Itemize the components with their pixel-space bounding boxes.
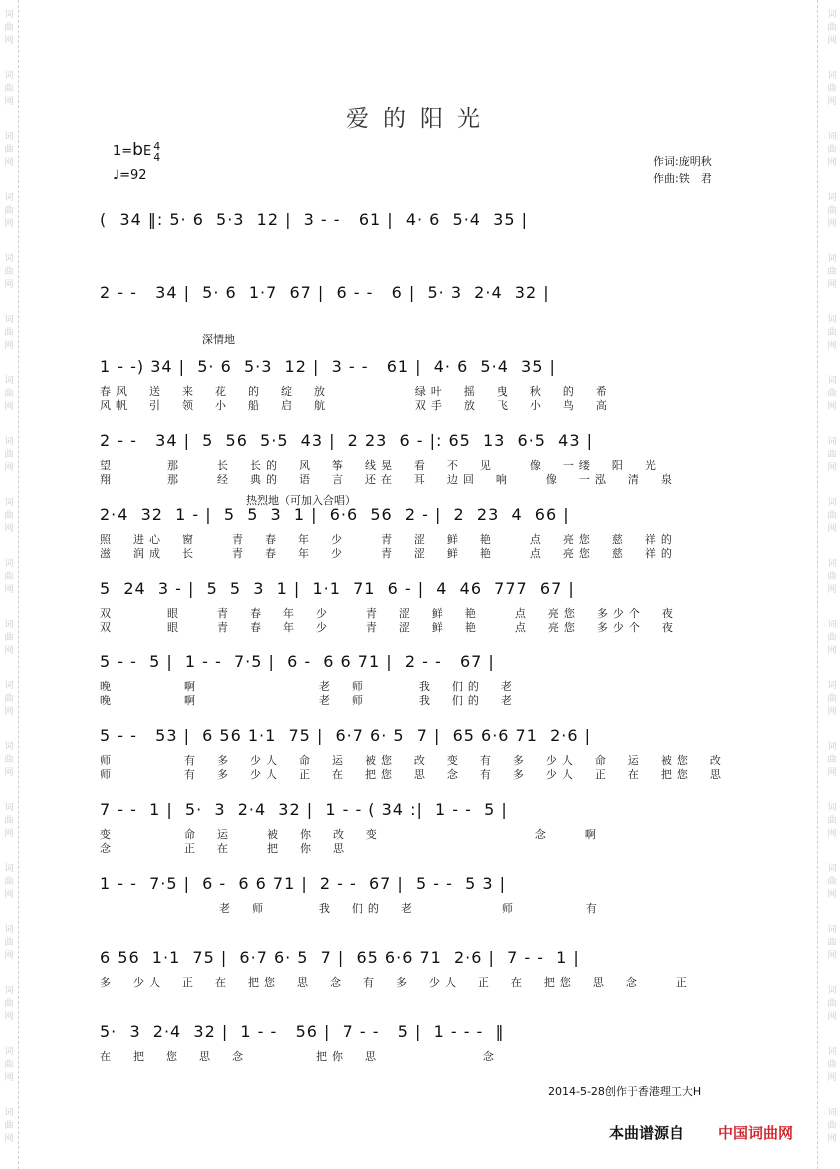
watermark-char: 网 — [4, 36, 14, 46]
watermark-char: 词 — [827, 620, 837, 630]
watermark-char: 词 — [4, 437, 14, 447]
source-site: 中国词曲网 — [718, 1124, 794, 1142]
watermark-char: 曲 — [4, 999, 14, 1009]
watermark-char: 网 — [4, 646, 14, 656]
watermark-char: 网 — [827, 829, 837, 839]
watermark-char: 网 — [827, 524, 837, 534]
score-line-4 — [100, 431, 760, 453]
watermark-char: 曲 — [827, 1060, 837, 1070]
lyrics-line-4-verse-1: 望 那 长 长的 风 筝 线晃 看 不 见 像 一缕 阳 光 — [100, 459, 661, 472]
watermark-char: 词 — [827, 803, 837, 813]
watermark-char: 网 — [827, 158, 837, 168]
watermark-char: 词 — [4, 71, 14, 81]
watermark-char: 网 — [4, 768, 14, 778]
watermark-char: 曲 — [827, 389, 837, 399]
watermark-char: 词 — [827, 864, 837, 874]
expression-warm: 热烈地（可加入合唱） — [246, 494, 356, 507]
lyrics-line-9-verse-1: 变 命 运 被 你 改 变 念 啊 — [100, 828, 601, 841]
watermark-char: 曲 — [4, 328, 14, 338]
time-den: 4 — [153, 150, 161, 164]
watermark-char: 网 — [827, 707, 837, 717]
score-line-8 — [100, 726, 760, 748]
watermark-char: 网 — [4, 97, 14, 107]
watermark-char: 词 — [4, 559, 14, 569]
watermark-char: 网 — [4, 219, 14, 229]
watermark-char: 网 — [4, 463, 14, 473]
notation: 5 - - 5 | 1 - - 7·5 | 6 - 6 6 71 | 2 - - 67 | — [100, 652, 495, 671]
lyrics-line-5-verse-2: 滋 润成 长 青 春 年 少 青 涩 鲜 艳 点 亮您 慈 祥的 — [100, 547, 677, 560]
score-line-7 — [100, 652, 760, 674]
watermark-char: 网 — [4, 402, 14, 412]
watermark-char: 词 — [4, 498, 14, 508]
watermark-char: 网 — [827, 219, 837, 229]
watermark-char: 词 — [827, 1047, 837, 1057]
watermark-char: 网 — [827, 1134, 837, 1144]
watermark-char: 曲 — [827, 267, 837, 277]
watermark-char: 曲 — [827, 84, 837, 94]
key-tonic: E — [142, 144, 152, 159]
notation: 5· 3 2·4 32 | 1 - - 56 | 7 - - 5 | 1 - - - ‖ — [100, 1022, 505, 1041]
watermark-char: 网 — [827, 951, 837, 961]
watermark-char: 词 — [4, 864, 14, 874]
watermark-char: 网 — [827, 646, 837, 656]
watermark-char: 曲 — [4, 1121, 14, 1131]
watermark-char: 词 — [4, 193, 14, 203]
source-label: 本曲谱源自 — [609, 1124, 685, 1142]
watermark-char: 词 — [827, 1108, 837, 1118]
watermark-char: 网 — [4, 951, 14, 961]
watermark-char: 词 — [4, 681, 14, 691]
watermark-char: 网 — [4, 524, 14, 534]
watermark-char: 曲 — [827, 511, 837, 521]
score-line-6 — [100, 579, 760, 601]
watermark-char: 词 — [827, 132, 837, 142]
score-line-9 — [100, 800, 760, 822]
watermark-char: 网 — [4, 1012, 14, 1022]
watermark-char: 网 — [4, 280, 14, 290]
watermark-char: 曲 — [827, 877, 837, 887]
notation: 2 - - 34 | 5 56 5·5 43 | 2 23 6 - |: 65 13 6·5 43 | — [100, 431, 593, 450]
watermark-char: 网 — [827, 97, 837, 107]
notation: 1 - - 7·5 | 6 - 6 6 71 | 2 - - 67 | 5 - - 5 3 | — [100, 874, 506, 893]
watermark-char: 词 — [4, 1047, 14, 1057]
watermark-char: 网 — [827, 585, 837, 595]
watermark-char: 网 — [4, 829, 14, 839]
watermark-char: 网 — [4, 890, 14, 900]
watermark-char: 网 — [4, 158, 14, 168]
watermark-char: 词 — [827, 437, 837, 447]
notation: 1 - -) 34 | 5· 6 5·3 12 | 3 - - 61 | 4· 6 5·4 35 | — [100, 357, 556, 376]
watermark-char: 网 — [4, 341, 14, 351]
watermark-char: 词 — [4, 620, 14, 630]
watermark-char: 网 — [827, 402, 837, 412]
watermark-char: 曲 — [827, 206, 837, 216]
song-title: 爱的阳光 — [346, 106, 494, 132]
lyrics-line-9-verse-2: 念 正 在 把 你 思 — [100, 842, 587, 855]
watermark-char: 曲 — [4, 23, 14, 33]
watermark-char: 词 — [827, 559, 837, 569]
watermark-char: 网 — [827, 463, 837, 473]
watermark-char: 词 — [827, 681, 837, 691]
notation: 5 - - 53 | 6 56 1·1 75 | 6·7 6· 5 7 | 65 6·6 71 2·6 | — [100, 726, 591, 745]
watermark-char: 词 — [4, 132, 14, 142]
notation: 6 56 1·1 75 | 6·7 6· 5 7 | 65 6·6 71 2·6 | 7 - - 1 | — [100, 948, 580, 967]
watermark-char: 曲 — [827, 1121, 837, 1131]
lyrics-line-3-verse-1: 春风 送 来 花 的 绽 放 绿叶 摇 曳 秋 的 希 — [100, 385, 612, 398]
watermark-char: 曲 — [827, 938, 837, 948]
watermark-char: 曲 — [4, 84, 14, 94]
score-line-10 — [100, 874, 760, 896]
watermark-char: 词 — [827, 376, 837, 386]
watermark-char: 词 — [827, 10, 837, 20]
watermark-char: 网 — [827, 341, 837, 351]
watermark-char: 网 — [4, 707, 14, 717]
creation-note: 2014-5-28创作于香港理工大H — [548, 1085, 702, 1098]
lyrics-line-6-verse-1: 双 眼 青 春 年 少 青 涩 鲜 艳 点 亮您 多少个 夜 — [100, 607, 678, 620]
watermark-char: 曲 — [4, 206, 14, 216]
time-num: 4 — [153, 139, 161, 153]
lyrics-line-12-verse-1: 在 把 您 思 念 把你 思 念 — [100, 1050, 499, 1063]
watermark-char: 网 — [4, 1134, 14, 1144]
watermark-char: 曲 — [4, 938, 14, 948]
watermark-char: 曲 — [4, 633, 14, 643]
score-line-11 — [100, 948, 760, 970]
watermark-char: 词 — [827, 986, 837, 996]
lyrics-line-7-verse-2: 晚 啊 老 师 我 们的 老 — [100, 694, 517, 707]
score-line-5 — [100, 505, 760, 527]
lyrics-line-8-verse-1: 师 有 多 少人 命 运 被您 改 变 有 多 少人 命 运 被您 改 — [100, 754, 726, 767]
watermark-char: 词 — [827, 925, 837, 935]
lyrics-line-4-verse-2: 翔 那 经 典的 语 言 还在 耳 边回 响 像 一泓 清 泉 — [100, 473, 677, 486]
watermark-char: 词 — [4, 315, 14, 325]
watermark-char: 曲 — [4, 145, 14, 155]
watermark-char: 词 — [827, 742, 837, 752]
watermark-char: 曲 — [827, 633, 837, 643]
flat-sign: b — [132, 140, 143, 160]
watermark-char: 曲 — [4, 1060, 14, 1070]
watermark-char: 曲 — [827, 694, 837, 704]
notation: 5 24 3 - | 5 5 3 1 | 1·1 71 6 - | 4 46 777 67 | — [100, 579, 575, 598]
watermark-char: 网 — [4, 1073, 14, 1083]
watermark-char: 词 — [4, 376, 14, 386]
watermark-char: 词 — [827, 498, 837, 508]
time-signature — [153, 141, 160, 163]
watermark-char: 词 — [4, 10, 14, 20]
watermark-char: 曲 — [4, 694, 14, 704]
watermark-char: 词 — [827, 254, 837, 264]
score-line-2 — [100, 283, 760, 305]
quarter-note-icon: ♩ — [113, 168, 120, 183]
watermark-char: 词 — [827, 193, 837, 203]
watermark-char: 网 — [827, 36, 837, 46]
notation: 2 - - 34 | 5· 6 1·7 67 | 6 - - 6 | 5· 3 2·4 32 | — [100, 283, 550, 302]
watermark-char: 词 — [4, 986, 14, 996]
watermark-char: 曲 — [827, 999, 837, 1009]
lyrics-line-10-verse-1: 老 师 我 们的 老 师 有 — [100, 902, 602, 915]
expression-deep: 深情地 — [202, 333, 235, 346]
watermark-char: 词 — [4, 925, 14, 935]
watermark-char: 曲 — [4, 572, 14, 582]
watermark-char: 曲 — [827, 328, 837, 338]
notation: 7 - - 1 | 5· 3 2·4 32 | 1 - - ( 34 :| 1 - - 5 | — [100, 800, 508, 819]
watermark-char: 曲 — [4, 511, 14, 521]
watermark-char: 词 — [827, 71, 837, 81]
watermark-char: 曲 — [827, 145, 837, 155]
watermark-char: 曲 — [827, 755, 837, 765]
watermark-char: 网 — [827, 280, 837, 290]
watermark-char: 曲 — [827, 23, 837, 33]
lyrics-line-3-verse-2: 风帆 引 领 小 船 启 航 双手 放 飞 小 鸟 高 — [100, 399, 612, 412]
watermark-char: 网 — [827, 1073, 837, 1083]
watermark-char: 曲 — [4, 267, 14, 277]
watermark-char: 词 — [4, 1108, 14, 1118]
key-prefix: 1= — [113, 144, 133, 159]
watermark-char: 网 — [4, 585, 14, 595]
score-line-1 — [100, 210, 760, 232]
watermark-char: 曲 — [4, 450, 14, 460]
lyrics-line-6-verse-2: 双 眼 青 春 年 少 青 涩 鲜 艳 点 亮您 多少个 夜 — [100, 621, 678, 634]
tempo-value: =92 — [119, 168, 147, 183]
tempo-mark — [113, 168, 147, 183]
lyricist-credit: 作词:庞明秋 — [653, 155, 712, 168]
watermark-char: 词 — [4, 742, 14, 752]
watermark-char: 网 — [827, 1012, 837, 1022]
watermark-char: 词 — [4, 803, 14, 813]
score-line-12 — [100, 1022, 760, 1044]
watermark-char: 网 — [827, 768, 837, 778]
watermark-char: 曲 — [827, 572, 837, 582]
composer-credit: 作曲:铁 君 — [653, 172, 712, 185]
watermark-char: 曲 — [4, 389, 14, 399]
watermark-char: 曲 — [827, 816, 837, 826]
lyrics-line-5-verse-1: 照 进心 窗 青 春 年 少 青 涩 鲜 艳 点 亮您 慈 祥的 — [100, 533, 677, 546]
watermark-char: 曲 — [4, 877, 14, 887]
lyrics-line-8-verse-2: 师 有 多 少人 正 在 把您 思 念 有 多 少人 正 在 把您 思 — [100, 768, 726, 781]
notation: ( 34 ‖: 5· 6 5·3 12 | 3 - - 61 | 4· 6 5·4 35 | — [100, 210, 528, 229]
watermark-char: 词 — [4, 254, 14, 264]
watermark-char: 词 — [827, 315, 837, 325]
notation: 2·4 32 1 - | 5 5 3 1 | 6·6 56 2 - | 2 23 4 66 | — [100, 505, 570, 524]
lyrics-line-11-verse-1: 多 少人 正 在 把您 思 念 有 多 少人 正 在 把您 思 念 正 — [100, 976, 692, 989]
watermark-char: 网 — [827, 890, 837, 900]
score-line-3 — [100, 357, 760, 379]
key-signature — [113, 140, 160, 163]
watermark-char: 曲 — [827, 450, 837, 460]
watermark-char: 曲 — [4, 816, 14, 826]
lyrics-line-7-verse-1: 晚 啊 老 师 我 们的 老 — [100, 680, 517, 693]
watermark-char: 曲 — [4, 755, 14, 765]
